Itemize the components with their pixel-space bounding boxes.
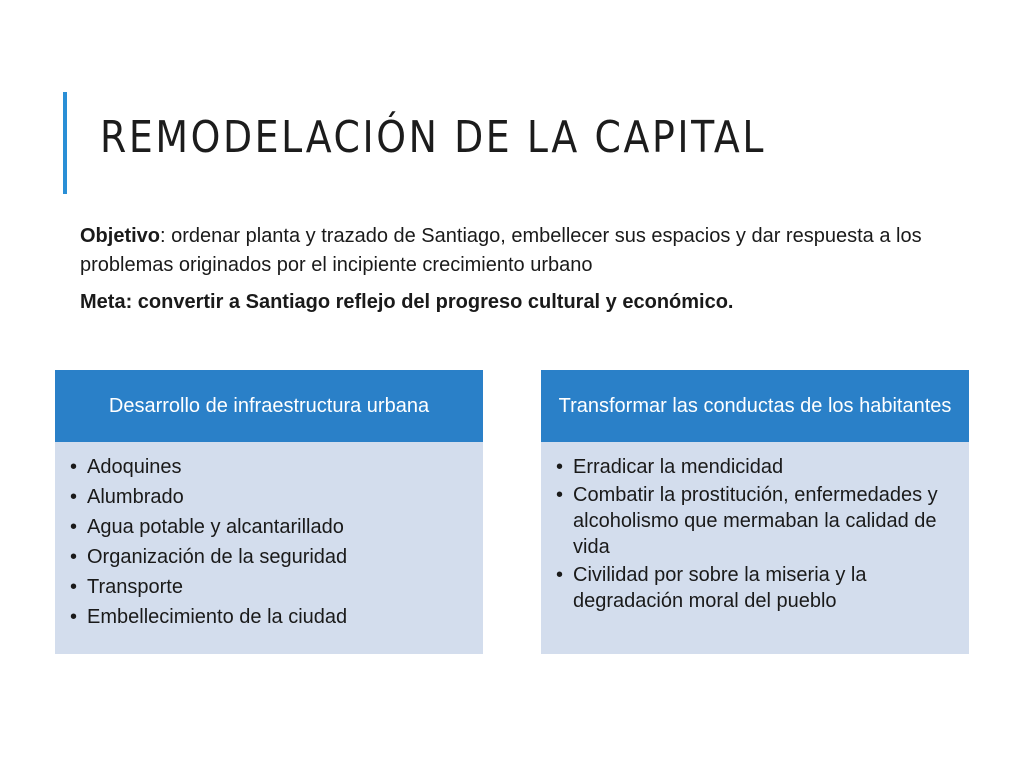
slide-title: REMODELACIÓN DE LA CAPITAL — [100, 112, 767, 163]
bullet-icon: • — [70, 486, 78, 508]
intro-text — [80, 222, 960, 317]
list-item-text: Combatir la prostitución, enfermedades y alcoholismo que mermaban la calidad de vida — [573, 484, 938, 558]
behavior-list — [541, 442, 969, 614]
bullet-icon: • — [556, 456, 564, 478]
list-item — [70, 544, 469, 570]
behavior-box — [541, 370, 969, 654]
bullet-icon: • — [70, 516, 78, 538]
list-item-text: Embellecimiento de la ciudad — [87, 606, 348, 628]
list-item-text: Erradicar la mendicidad — [573, 456, 784, 478]
bullet-icon: • — [70, 606, 78, 628]
goal-paragraph: Meta: convertir a Santiago reflejo del progreso cultural y económico. — [80, 291, 734, 313]
list-item — [70, 574, 469, 600]
bullet-icon: • — [70, 576, 78, 598]
list-item — [556, 454, 955, 480]
objective-label: Objetivo — [80, 225, 161, 247]
list-item — [70, 454, 469, 480]
list-item — [70, 514, 469, 540]
list-item — [556, 562, 955, 614]
bullet-icon: • — [556, 564, 564, 586]
list-item-text: Alumbrado — [87, 486, 184, 508]
behavior-box-header: Transformar las conductas de los habitantes — [541, 370, 969, 442]
list-item — [556, 482, 955, 560]
objective-paragraph — [80, 222, 960, 280]
list-item-text: Transporte — [87, 576, 183, 598]
bullet-icon: • — [556, 484, 564, 506]
bullet-icon: • — [70, 456, 78, 478]
bullet-icon: • — [70, 546, 78, 568]
list-item-text: Adoquines — [87, 456, 182, 478]
infrastructure-list — [55, 442, 483, 630]
objective-text: : ordenar planta y trazado de Santiago, embellecer sus espacios y dar respuesta a los problemas originados por el incipiente crecimiento urbano — [80, 225, 922, 276]
title-accent-bar — [63, 92, 67, 194]
list-item — [70, 604, 469, 630]
list-item-text: Civilidad por sobre la miseria y la degradación moral del pueblo — [573, 564, 867, 612]
list-item-text: Agua potable y alcantarillado — [87, 516, 344, 538]
list-item-text: Organización de la seguridad — [87, 546, 348, 568]
infrastructure-box — [55, 370, 483, 654]
infrastructure-box-header: Desarrollo de infraestructura urbana — [55, 370, 483, 442]
list-item — [70, 484, 469, 510]
